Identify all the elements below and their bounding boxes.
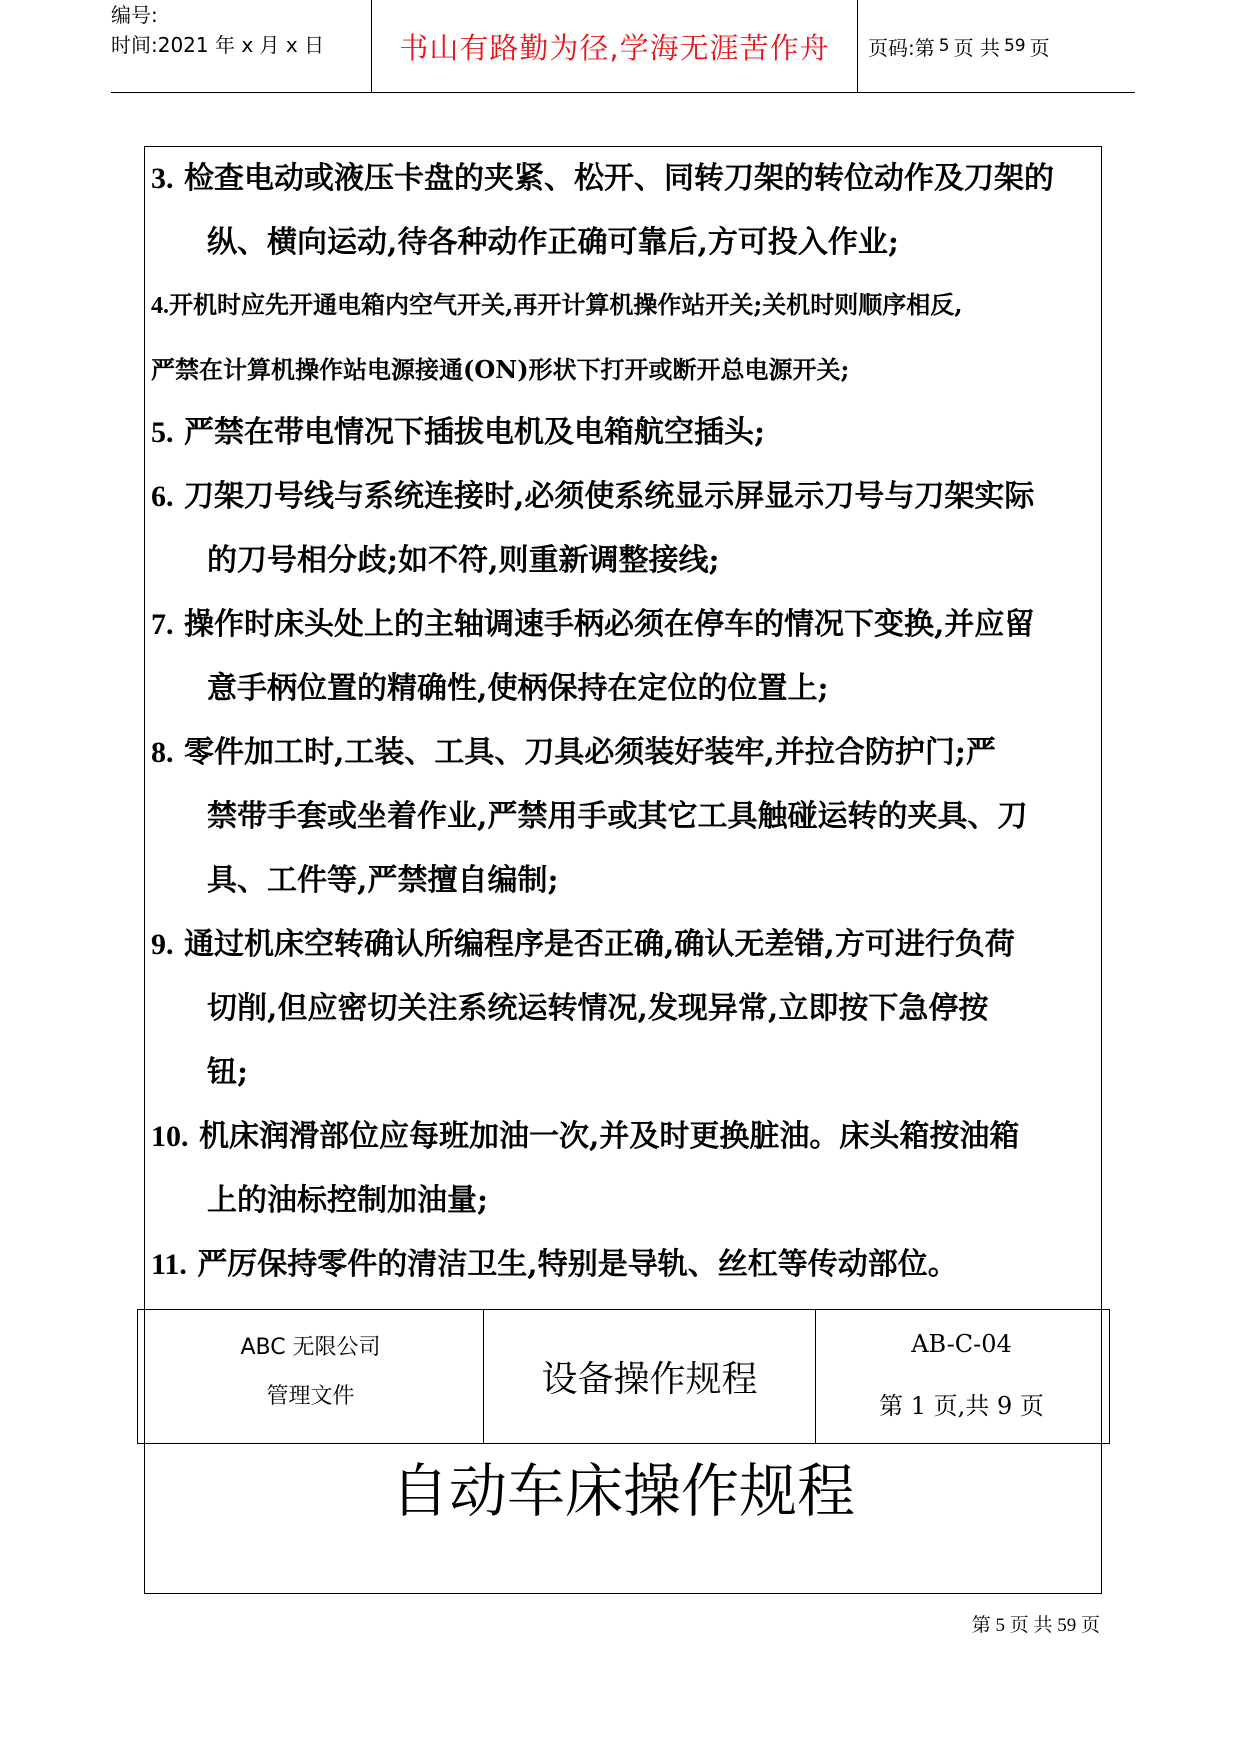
list-item <box>151 721 1095 913</box>
item-text-continued: 上的油标控制加油量; <box>207 1183 489 1218</box>
item-text: 通过机床空转确认所编程序是否正确,确认无差错,方可进行负荷 <box>183 927 1015 962</box>
item-text: 机床润滑部位应每班加油一次,并及时更换脏油。床头箱按油箱 <box>198 1119 1020 1154</box>
item-number: 6. <box>151 480 174 513</box>
list-item <box>151 147 1095 275</box>
list-item <box>151 465 1095 593</box>
item-text-continued: 切削,但应密切关注系统运转情况,发现异常,立即按下急停按 <box>207 991 989 1026</box>
company-name: ABC 无限公司 <box>240 1335 381 1360</box>
doc-name-cell <box>483 1310 816 1443</box>
item-text: 刀架刀号线与系统连接时,必须使系统显示屏显示刀号与刀架实际 <box>183 479 1035 514</box>
item-number: 8. <box>151 736 174 769</box>
item-number: 9. <box>151 928 174 961</box>
document-info-table <box>137 1309 1110 1444</box>
item-number: 10. <box>151 1120 189 1153</box>
list-item <box>151 1105 1095 1233</box>
document-title: 自动车床操作规程 <box>390 1457 855 1525</box>
date-label: 时间:2021 年 x 月 x 日 <box>111 33 325 57</box>
item-number: 4. <box>151 293 169 319</box>
page-footer: 第 5 页 共 59 页 <box>971 1615 1100 1636</box>
list-item <box>151 913 1095 1105</box>
page-header <box>111 0 1135 93</box>
item-text-continued: 纵、横向运动,待各种动作正确可靠后,方可投入作业; <box>207 225 899 260</box>
item-text-continued: 钮; <box>207 1055 249 1090</box>
item-text: 检查电动或液压卡盘的夹紧、松开、同转刀架的转位动作及刀架的 <box>183 161 1054 196</box>
company-cell <box>138 1310 483 1443</box>
page-suffix: 页 <box>1029 35 1050 60</box>
item-text: 开机时应先开通电箱内空气开关,再开计算机操作站开关;关机时则顺序相反, <box>169 290 963 319</box>
list-item <box>151 273 1095 402</box>
code-cell <box>814 1310 1109 1443</box>
page-total: 59 <box>1003 36 1026 56</box>
motto: 书山有路勤为径,学海无涯苦作舟 <box>399 30 830 65</box>
item-text-continued: 严禁在计算机操作站电源接通(ON)形状下打开或断开总电源开关; <box>151 355 850 384</box>
serial-label: 编号: <box>111 3 158 27</box>
doc-name: 设备操作规程 <box>541 1359 758 1400</box>
doc-page-info: 第 1 页,共 9 页 <box>879 1392 1044 1420</box>
page-number: 5 <box>938 36 950 56</box>
item-text: 严禁在带电情况下插拔电机及电箱航空插头; <box>183 415 766 450</box>
doc-code: AB-C-04 <box>911 1330 1012 1358</box>
document-type: 管理文件 <box>266 1384 355 1409</box>
item-text: 零件加工时,工装、工具、刀具必须装好装牢,并拉合防护门;严 <box>183 735 996 770</box>
item-number: 7. <box>151 608 174 641</box>
list-item <box>151 593 1095 721</box>
page-prefix: 页码:第 <box>868 35 935 60</box>
header-meta <box>111 0 371 92</box>
item-number: 3. <box>151 162 174 195</box>
item-text: 严厉保持零件的清洁卫生,特别是导轨、丝杠等传动部位。 <box>197 1247 958 1282</box>
item-text-continued: 的刀号相分歧;如不符,则重新调整接线; <box>207 543 720 578</box>
page-mid: 页 共 <box>953 35 1000 60</box>
item-text-continued: 禁带手套或坐着作业,严禁用手或其它工具触碰运转的夹具、刀 <box>207 799 1028 834</box>
list-item <box>151 401 1095 465</box>
item-text: 操作时床头处上的主轴调速手柄必须在停车的情况下变换,并应留 <box>183 607 1035 642</box>
item-text-continued: 意手柄位置的精确性,使柄保持在定位的位置上; <box>207 671 829 706</box>
item-number: 5. <box>151 416 174 449</box>
item-number: 11. <box>151 1248 187 1281</box>
list-item <box>151 1233 1095 1297</box>
header-motto-cell <box>371 0 858 92</box>
item-text-continued: 具、工件等,严禁擅自编制; <box>207 863 559 898</box>
header-page-info <box>856 0 1135 92</box>
